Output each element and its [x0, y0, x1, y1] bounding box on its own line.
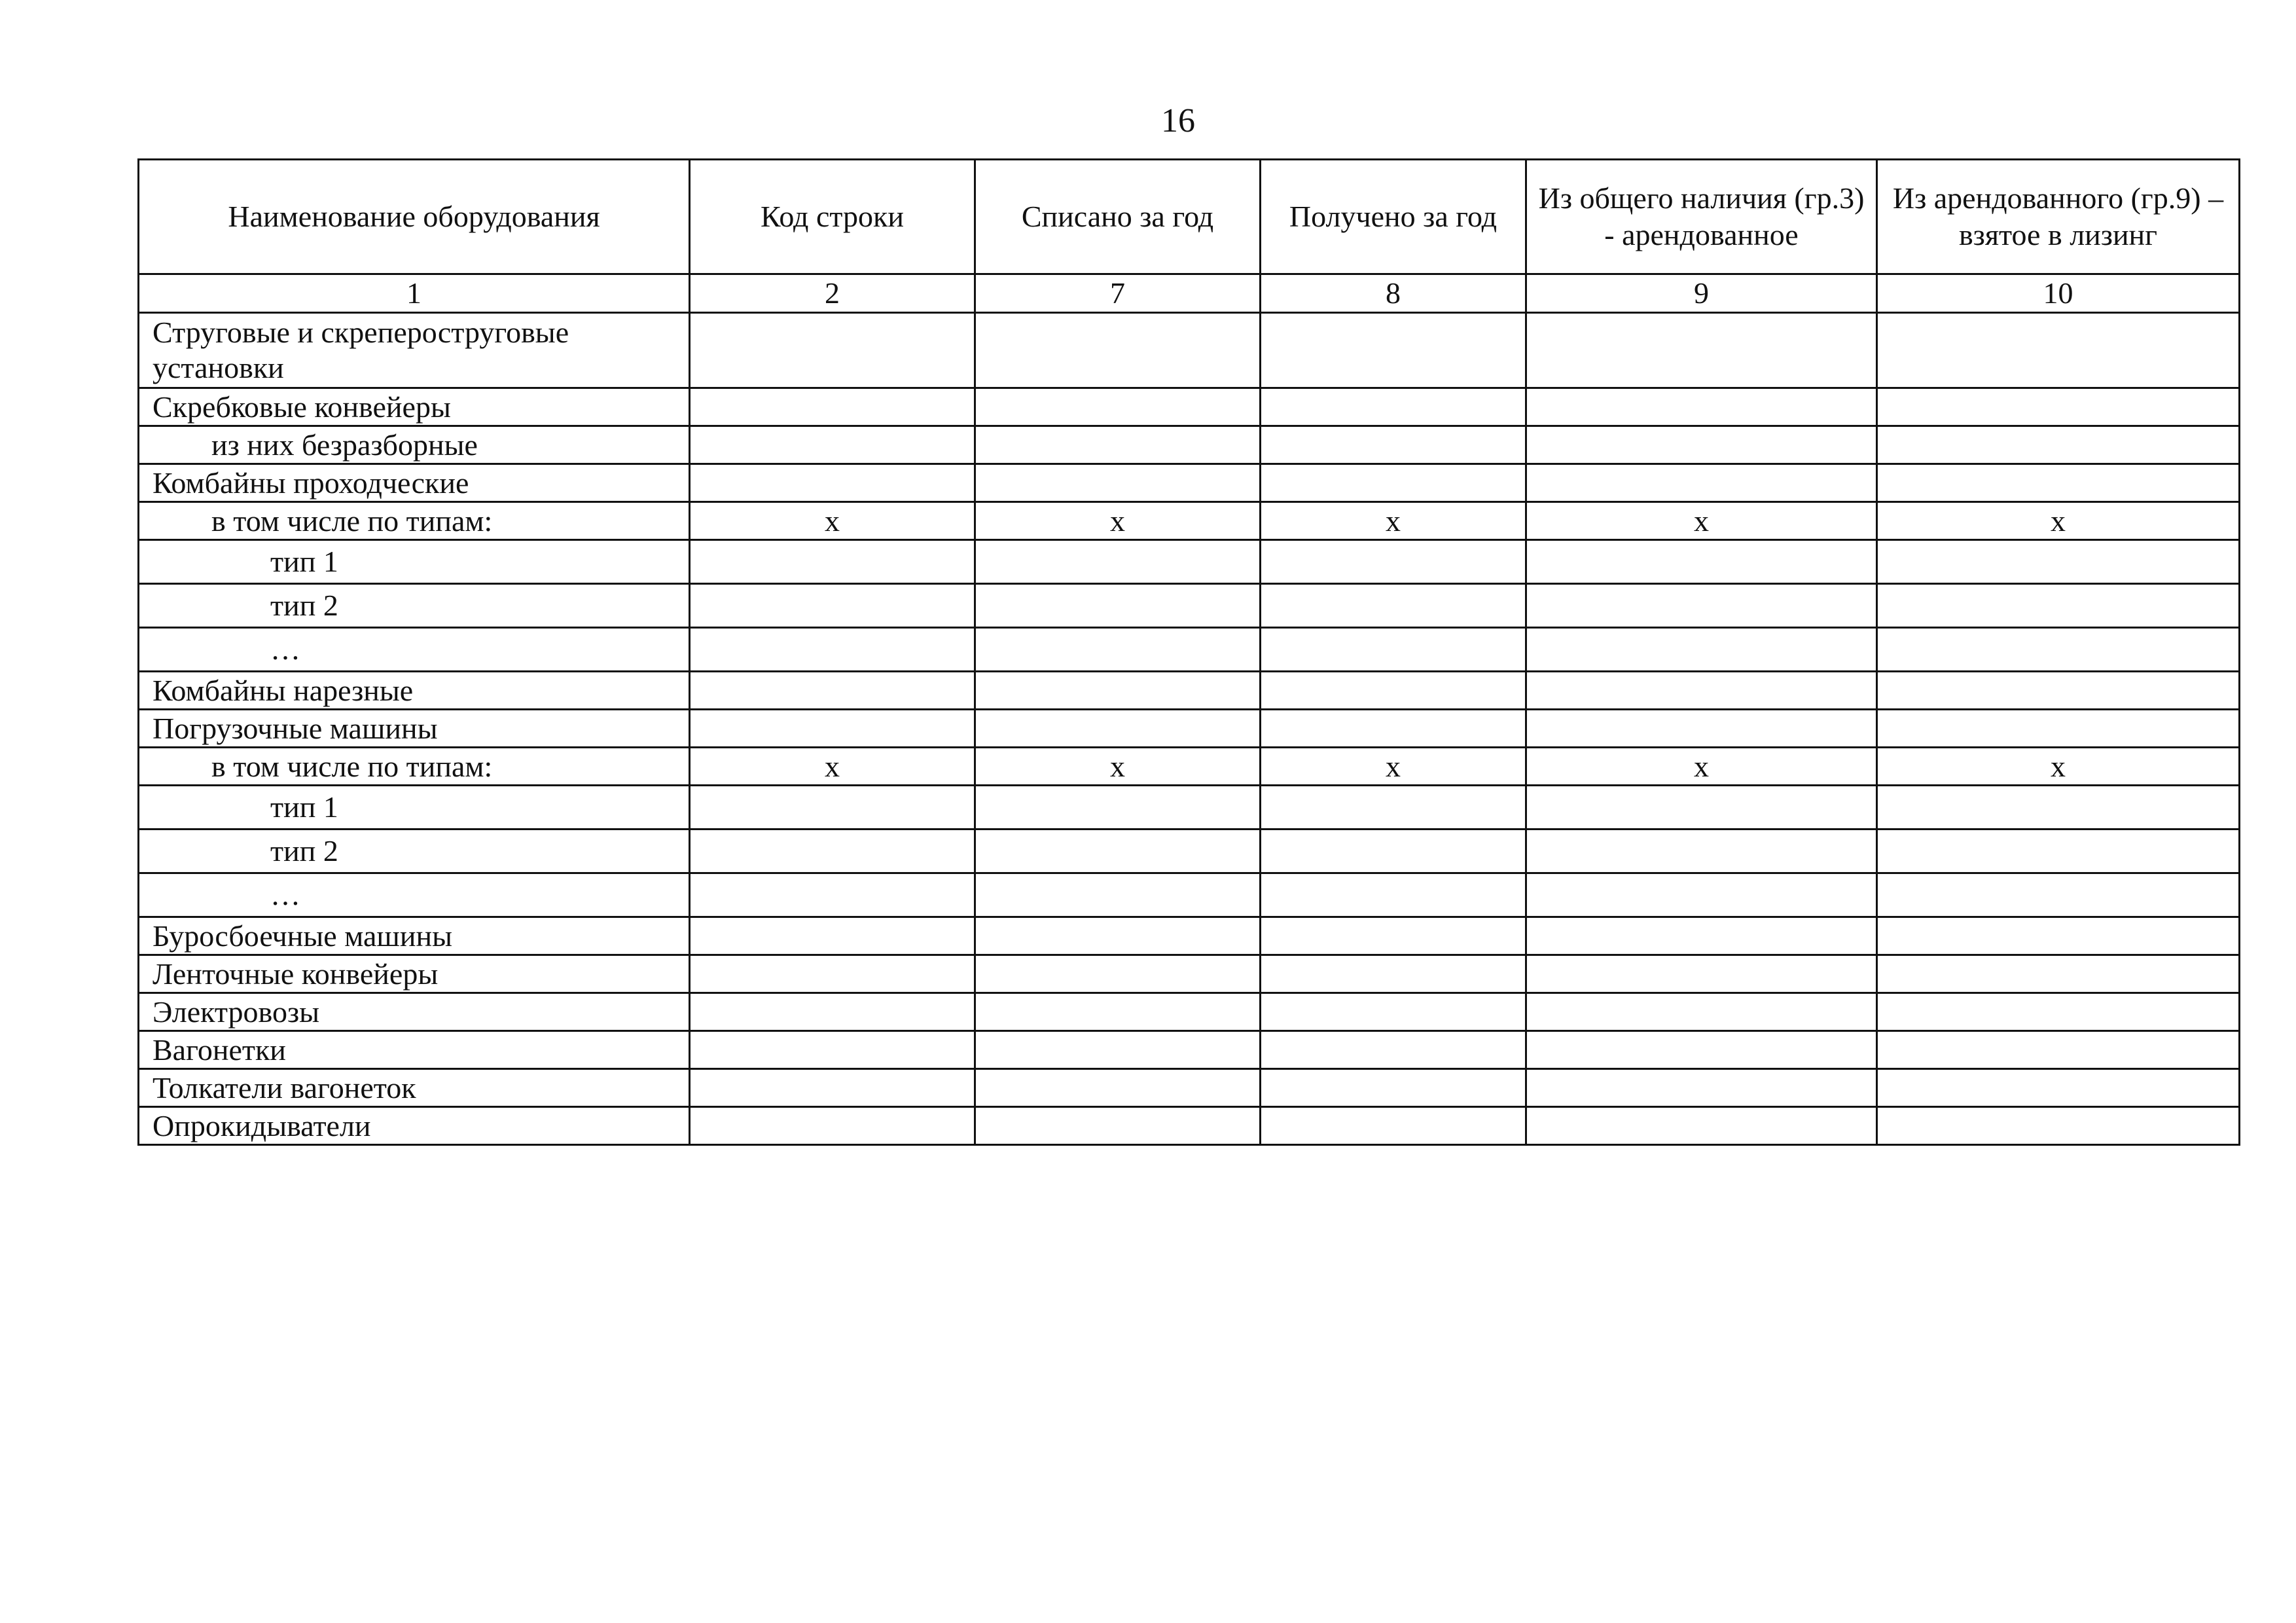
table-cell: [1261, 464, 1526, 502]
column-number: 9: [1526, 274, 1877, 313]
table-cell: [975, 628, 1261, 672]
row-name: …: [139, 873, 690, 917]
table-cell: [1261, 1107, 1526, 1145]
row-name: Комбайны нарезные: [139, 672, 690, 710]
table-cell: [975, 426, 1261, 464]
table-cell: [1526, 1031, 1877, 1069]
table-cell: [690, 1031, 975, 1069]
table-row: [139, 1069, 2240, 1107]
row-name: …: [139, 628, 690, 672]
table-cell: x: [1877, 502, 2240, 540]
table-cell: [1261, 628, 1526, 672]
column-number: 10: [1877, 274, 2240, 313]
table-cell: [690, 786, 975, 830]
table-cell: [1526, 313, 1877, 388]
table-cell: [1877, 830, 2240, 873]
table-cell: [1877, 710, 2240, 748]
table-cell: [1526, 1069, 1877, 1107]
table-row: [139, 464, 2240, 502]
table-cell: [1261, 786, 1526, 830]
table-row: [139, 628, 2240, 672]
table-cell: [1877, 426, 2240, 464]
row-name: тип 2: [139, 830, 690, 873]
table-row: [139, 786, 2240, 830]
table-cell: [1526, 993, 1877, 1031]
table-row: [139, 748, 2240, 786]
table-cell: [1526, 917, 1877, 955]
table-cell: [690, 993, 975, 1031]
table-cell: [690, 628, 975, 672]
row-name: тип 1: [139, 540, 690, 584]
table-cell: [690, 313, 975, 388]
row-name: Погрузочные машины: [139, 710, 690, 748]
table-row: [139, 584, 2240, 628]
table-cell: [1261, 1069, 1526, 1107]
table-cell: [1261, 584, 1526, 628]
page-number: 16: [1161, 102, 1195, 139]
table-row: [139, 917, 2240, 955]
table-cell: [1877, 1069, 2240, 1107]
table-cell: [975, 1031, 1261, 1069]
table-cell: [690, 1107, 975, 1145]
table-cell: x: [1261, 502, 1526, 540]
column-number: 7: [975, 274, 1261, 313]
row-name: Комбайны проходческие: [139, 464, 690, 502]
row-name: Ленточные конвейеры: [139, 955, 690, 993]
row-name: тип 2: [139, 584, 690, 628]
table-cell: [975, 313, 1261, 388]
row-name: в том числе по типам:: [139, 748, 690, 786]
table-cell: [1261, 672, 1526, 710]
table-cell: [1261, 917, 1526, 955]
table-cell: [975, 584, 1261, 628]
table-row: [139, 502, 2240, 540]
row-name: Скребковые конвейеры: [139, 388, 690, 426]
table-cell: [1877, 1031, 2240, 1069]
table-cell: [1261, 830, 1526, 873]
table-cell: [1261, 873, 1526, 917]
table-cell: [1877, 672, 2240, 710]
table-row: [139, 993, 2240, 1031]
table-cell: [1526, 628, 1877, 672]
table-cell: [690, 710, 975, 748]
table-cell: [1526, 955, 1877, 993]
table-cell: x: [1526, 502, 1877, 540]
table-cell: [1526, 584, 1877, 628]
table-cell: [1877, 628, 2240, 672]
row-name: Вагонетки: [139, 1031, 690, 1069]
column-number-row: [139, 274, 2240, 313]
table-cell: [690, 388, 975, 426]
table-cell: [1526, 672, 1877, 710]
table-cell: [1261, 388, 1526, 426]
table-cell: x: [1526, 748, 1877, 786]
table-cell: [690, 426, 975, 464]
table-cell: [690, 464, 975, 502]
table-cell: [1877, 917, 2240, 955]
table-cell: [975, 464, 1261, 502]
table-row: [139, 388, 2240, 426]
table-cell: [1526, 873, 1877, 917]
column-number: 2: [690, 274, 975, 313]
column-header-received: Получено за год: [1261, 160, 1526, 274]
table-cell: [975, 917, 1261, 955]
table-cell: [1877, 464, 2240, 502]
table-row: [139, 830, 2240, 873]
table-row: [139, 426, 2240, 464]
table-cell: [1877, 955, 2240, 993]
table-cell: [690, 955, 975, 993]
header-row: [139, 160, 2240, 274]
table-cell: [690, 873, 975, 917]
column-header-written-off: Списано за год: [975, 160, 1261, 274]
table-cell: x: [1877, 748, 2240, 786]
table-cell: x: [690, 502, 975, 540]
table-cell: [1526, 1107, 1877, 1145]
table-cell: [1261, 313, 1526, 388]
table-cell: [975, 955, 1261, 993]
row-name: в том числе по типам:: [139, 502, 690, 540]
table-cell: [690, 1069, 975, 1107]
table-cell: [975, 1107, 1261, 1145]
table-cell: [1877, 584, 2240, 628]
column-header-leased: Из общего наличия (гр.3) - арендованное: [1526, 160, 1877, 274]
table-row: [139, 540, 2240, 584]
table-cell: [690, 830, 975, 873]
table-cell: [1526, 540, 1877, 584]
table-cell: [1877, 873, 2240, 917]
table-cell: [975, 830, 1261, 873]
table-cell: [975, 388, 1261, 426]
table-cell: [1261, 993, 1526, 1031]
table-row: [139, 1031, 2240, 1069]
table-cell: [975, 993, 1261, 1031]
table-cell: [1261, 540, 1526, 584]
column-header-leasing: Из арендованного (гр.9) – взятое в лизинг: [1877, 160, 2240, 274]
table-cell: [1526, 786, 1877, 830]
table-row: [139, 313, 2240, 388]
table-cell: [1877, 786, 2240, 830]
table-cell: [1261, 710, 1526, 748]
table-cell: [975, 672, 1261, 710]
table-cell: x: [690, 748, 975, 786]
equipment-table: [137, 158, 2240, 1146]
column-number: 8: [1261, 274, 1526, 313]
column-header-equipment-name: Наименование оборудования: [139, 160, 690, 274]
table-cell: [975, 540, 1261, 584]
table-cell: [1877, 1107, 2240, 1145]
table-row: [139, 955, 2240, 993]
table-cell: [975, 710, 1261, 748]
table-cell: [1526, 710, 1877, 748]
column-number: 1: [139, 274, 690, 313]
table-row: [139, 873, 2240, 917]
table-cell: [690, 540, 975, 584]
table-cell: [975, 873, 1261, 917]
table-row: [139, 672, 2240, 710]
table-cell: [1526, 388, 1877, 426]
table-cell: [690, 917, 975, 955]
table-cell: x: [975, 748, 1261, 786]
table-row: [139, 1107, 2240, 1145]
table-cell: [1877, 540, 2240, 584]
row-name: Опрокидыватели: [139, 1107, 690, 1145]
table-cell: [1877, 993, 2240, 1031]
row-name: Буросбоечные машины: [139, 917, 690, 955]
table-cell: [1261, 426, 1526, 464]
table-cell: x: [975, 502, 1261, 540]
table-cell: [975, 1069, 1261, 1107]
table-cell: [1526, 426, 1877, 464]
table-cell: x: [1261, 748, 1526, 786]
table-cell: [690, 672, 975, 710]
row-name: Струговые и скрепероструговые установки: [139, 313, 690, 388]
table-cell: [1261, 1031, 1526, 1069]
table-cell: [1877, 388, 2240, 426]
table-cell: [1261, 955, 1526, 993]
table-cell: [1526, 464, 1877, 502]
row-name: Толкатели вагонеток: [139, 1069, 690, 1107]
table-row: [139, 710, 2240, 748]
column-header-row-code: Код строки: [690, 160, 975, 274]
table-cell: [690, 584, 975, 628]
row-name: из них безразборные: [139, 426, 690, 464]
table-cell: [1526, 830, 1877, 873]
row-name: Электровозы: [139, 993, 690, 1031]
table-cell: [975, 786, 1261, 830]
row-name: тип 1: [139, 786, 690, 830]
table-cell: [1877, 313, 2240, 388]
